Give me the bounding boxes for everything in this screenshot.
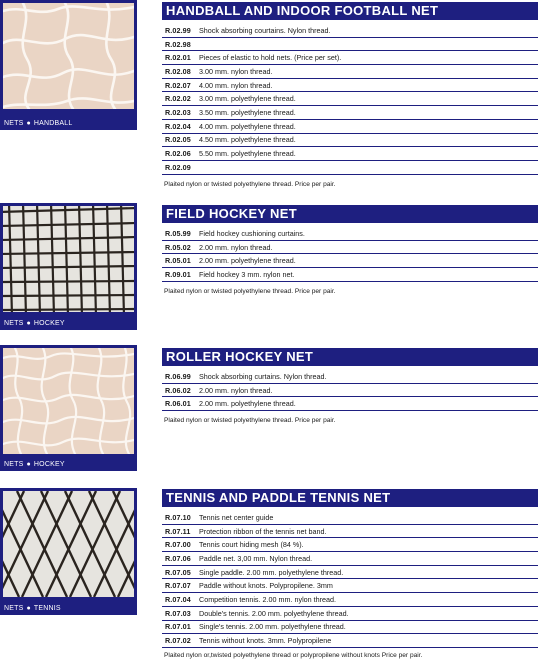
table-row — [162, 38, 538, 52]
product-code: R.07.11 — [165, 526, 191, 536]
product-description: 2.00 mm. nylon thread. — [199, 385, 273, 395]
product-description: 2.00 mm. polyethylene thread. — [199, 399, 296, 409]
section-note: Plaited nylon or,twisted polyethylene thread or polypropilene without knots Price per pair. — [164, 652, 423, 659]
product-code: R.09.01 — [165, 269, 191, 279]
product-table — [162, 24, 538, 175]
product-description: Single paddle. 2.00 mm. polyethylene thread. — [199, 567, 344, 577]
product-code: R.05.02 — [165, 242, 191, 252]
table-row — [162, 621, 538, 635]
product-code: R.02.05 — [165, 135, 191, 145]
product-description: 2.00 mm. polyethylene thread. — [199, 256, 296, 266]
product-code: R.06.01 — [165, 399, 191, 409]
product-code: R.07.07 — [165, 581, 191, 591]
bullet-icon: ● — [26, 120, 31, 127]
product-description: 5.50 mm. polyethylene thread. — [199, 149, 296, 159]
product-code: R.02.08 — [165, 66, 191, 76]
roller-hockey-net-photo-card — [0, 345, 137, 471]
table-row — [162, 397, 538, 411]
product-code: R.06.99 — [165, 371, 191, 381]
table-row — [162, 511, 538, 525]
product-code: R.02.06 — [165, 149, 191, 159]
photo-caption — [4, 120, 72, 127]
product-description: Field hockey cushioning curtains. — [199, 228, 305, 238]
product-description: 4.00 mm. nylon thread. — [199, 80, 273, 90]
product-description: 3.50 mm. polyethylene thread. — [199, 107, 296, 117]
roller-hockey-net-image — [3, 348, 134, 454]
product-description: Competition tennis. 2.00 mm. nylon thread. — [199, 594, 337, 604]
product-code: R.05.01 — [165, 256, 191, 266]
product-description: Paddle net. 3,00 mm. Nylon thread. — [199, 553, 313, 563]
product-description: Shock absorbing curtains. Nylon thread. — [199, 371, 327, 381]
table-row — [162, 241, 538, 255]
table-row — [162, 147, 538, 161]
product-table — [162, 227, 538, 282]
product-description: Paddle without knots. Polypropilene. 3mm — [199, 581, 333, 591]
product-code: R.07.00 — [165, 540, 191, 550]
product-code: R.02.99 — [165, 25, 191, 35]
product-description: Pieces of elastic to hold nets. (Price per set). — [199, 53, 342, 63]
caption-sport: TENNIS — [33, 605, 61, 612]
product-description: Single's tennis. 2.00 mm. polyethylene thread. — [199, 622, 346, 632]
section-note: Plaited nylon or twisted polyethylene thread. Price per pair. — [164, 417, 336, 424]
product-code: R.07.01 — [165, 622, 191, 632]
caption-sport: HOCKEY — [33, 461, 65, 468]
table-row — [162, 24, 538, 38]
table-row — [162, 552, 538, 566]
product-description: Protection ribbon of the tennis net band. — [199, 526, 327, 536]
product-code: R.02.04 — [165, 121, 191, 131]
product-code: R.07.03 — [165, 608, 191, 618]
product-code: R.02.02 — [165, 94, 191, 104]
product-table — [162, 511, 538, 648]
product-description: 4.00 mm. polyethylene thread. — [199, 121, 296, 131]
caption-category: NETS — [4, 605, 24, 612]
product-description: 3.00 mm. polyethylene thread. — [199, 94, 296, 104]
product-description: Tennis net center guide — [199, 512, 274, 522]
section-title: ROLLER HOCKEY NET — [162, 348, 538, 366]
bullet-icon: ● — [26, 461, 31, 468]
product-code: R.02.07 — [165, 80, 191, 90]
table-row — [162, 120, 538, 134]
photo-caption — [4, 605, 61, 612]
table-row — [162, 538, 538, 552]
photo-caption — [4, 320, 65, 327]
caption-category: NETS — [4, 461, 24, 468]
tennis-net-image — [3, 491, 134, 597]
table-row — [162, 92, 538, 106]
table-row — [162, 634, 538, 648]
product-description: 3.00 mm. nylon thread. — [199, 66, 273, 76]
product-code: R.02.01 — [165, 53, 191, 63]
table-row — [162, 525, 538, 539]
table-row — [162, 51, 538, 65]
table-row — [162, 593, 538, 607]
table-row — [162, 65, 538, 79]
table-row — [162, 566, 538, 580]
product-description: Tennis court hiding mesh (84 %). — [199, 540, 304, 550]
caption-category: NETS — [4, 320, 24, 327]
product-code: R.02.98 — [165, 39, 191, 49]
table-row — [162, 161, 538, 175]
field-hockey-net-photo-card — [0, 203, 137, 330]
caption-category: NETS — [4, 120, 24, 127]
product-code: R.07.06 — [165, 553, 191, 563]
product-description: Tennis without knots. 3mm. Polypropilene — [199, 636, 332, 646]
product-code: R.07.05 — [165, 567, 191, 577]
section-title: TENNIS AND PADDLE TENNIS NET — [162, 489, 538, 507]
table-row — [162, 370, 538, 384]
section-note: Plaited nylon or twisted polyethylene thread. Price per pair. — [164, 181, 336, 188]
table-row — [162, 254, 538, 268]
section-title: FIELD HOCKEY NET — [162, 205, 538, 223]
caption-sport: HOCKEY — [33, 320, 65, 327]
product-description: Shock absorbing courtains. Nylon thread. — [199, 25, 331, 35]
product-code: R.07.10 — [165, 512, 191, 522]
table-row — [162, 384, 538, 398]
handball-net-image — [3, 3, 134, 109]
table-row — [162, 579, 538, 593]
product-code: R.07.04 — [165, 594, 191, 604]
product-code: R.07.02 — [165, 636, 191, 646]
caption-sport: HANDBALL — [33, 120, 73, 127]
field-hockey-net-image — [3, 206, 134, 312]
product-table — [162, 370, 538, 411]
section-note: Plaited nylon or twisted polyethylene thread. Price per pair. — [164, 288, 336, 295]
table-row — [162, 607, 538, 621]
table-row — [162, 227, 538, 241]
tennis-net-photo-card — [0, 488, 137, 615]
product-description: 4.50 mm. polyethylene thread. — [199, 135, 296, 145]
table-row — [162, 106, 538, 120]
table-row — [162, 134, 538, 148]
table-row — [162, 79, 538, 93]
table-row — [162, 268, 538, 282]
product-code: R.05.99 — [165, 228, 191, 238]
product-description: Double's tennis. 2.00 mm. polyethylene thread. — [199, 608, 349, 618]
product-code: R.02.03 — [165, 107, 191, 117]
bullet-icon: ● — [26, 605, 31, 612]
product-code: R.06.02 — [165, 385, 191, 395]
handball-net-photo-card — [0, 0, 137, 130]
product-description: Field hockey 3 mm. nylon net. — [199, 269, 295, 279]
photo-caption — [4, 461, 65, 468]
product-description: 2.00 mm. nylon thread. — [199, 242, 273, 252]
section-title: HANDBALL AND INDOOR FOOTBALL NET — [162, 2, 538, 20]
bullet-icon: ● — [26, 320, 31, 327]
product-code: R.02.09 — [165, 162, 191, 172]
